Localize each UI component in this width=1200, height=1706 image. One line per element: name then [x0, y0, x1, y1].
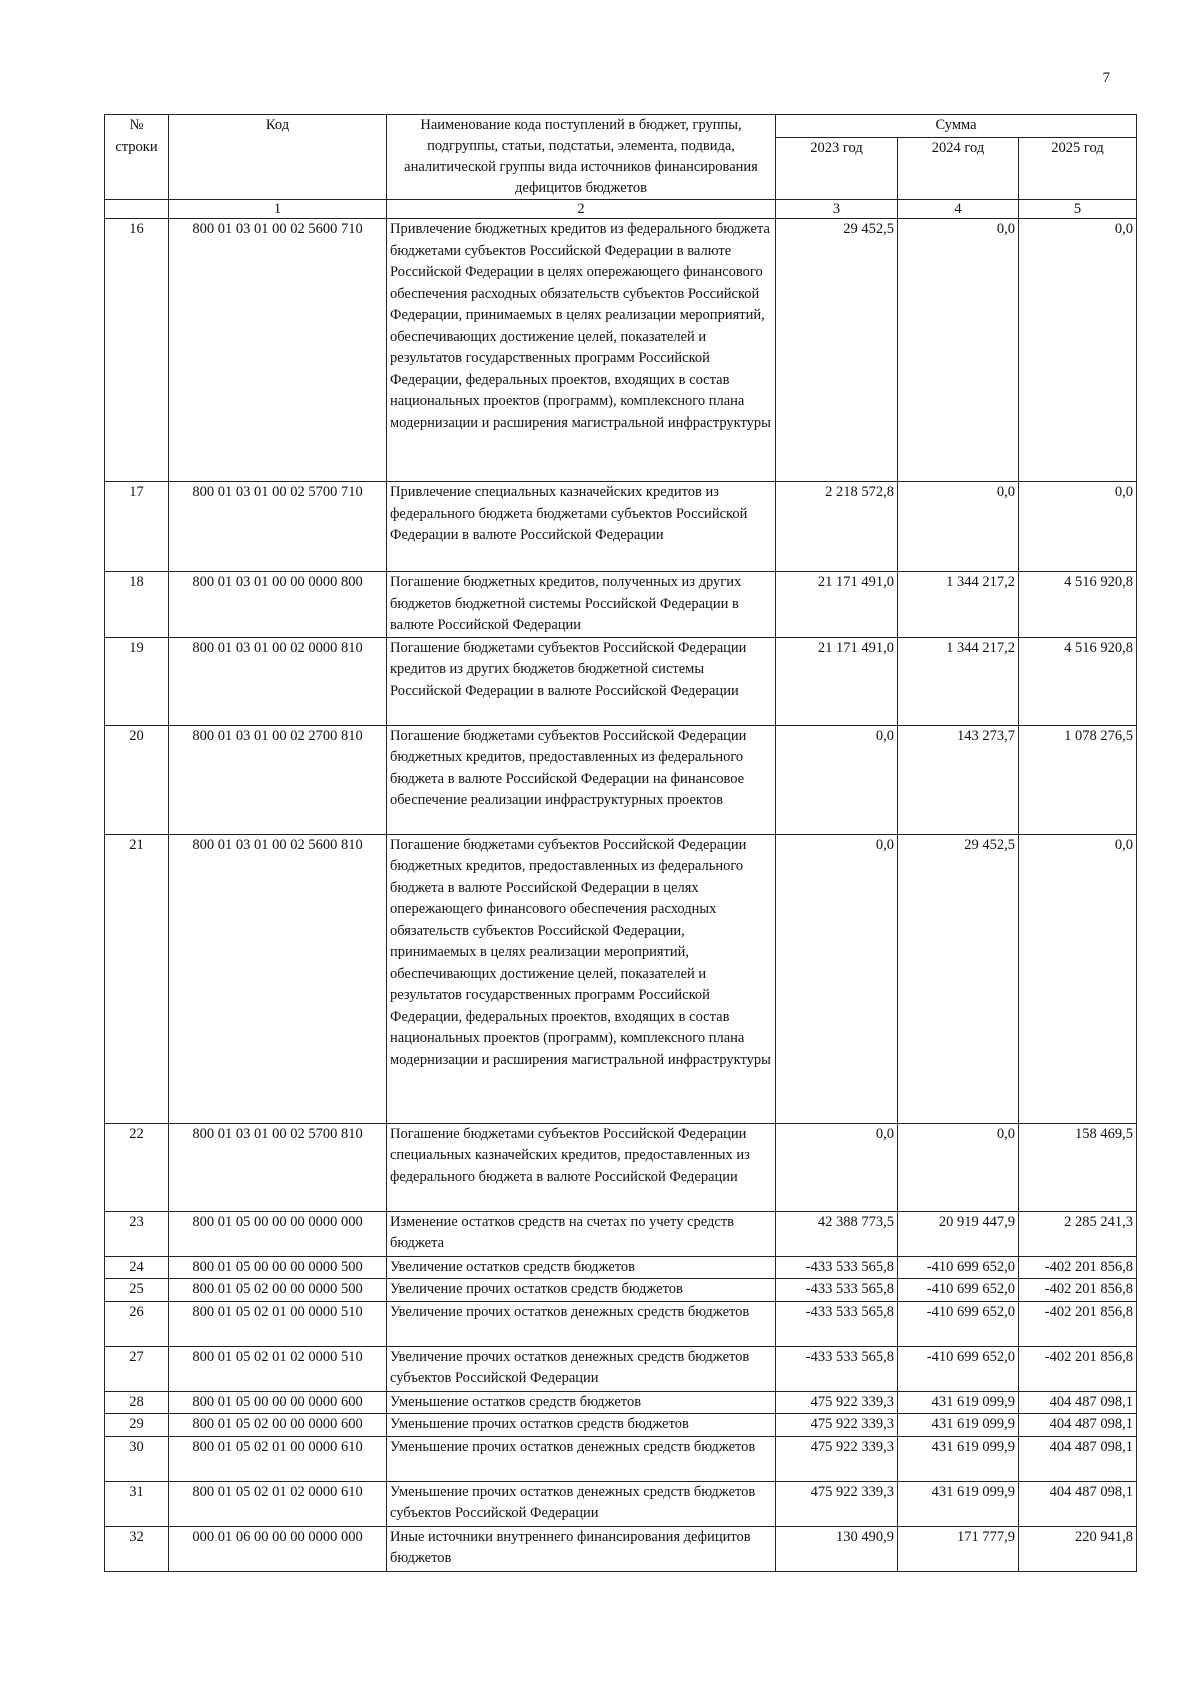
column-number-cell: 3 — [776, 200, 898, 219]
row-value-2023: 0,0 — [776, 1123, 898, 1211]
row-value-2025: -402 201 856,8 — [1019, 1256, 1137, 1279]
row-code: 800 01 05 02 01 00 0000 510 — [169, 1301, 387, 1346]
row-value-2024: 20 919 447,9 — [898, 1211, 1019, 1256]
table-row — [105, 1436, 1137, 1481]
row-name: Уменьшение прочих остатков денежных средств бюджетов субъектов Российской Федерации — [387, 1481, 776, 1526]
row-value-2025: 404 487 098,1 — [1019, 1436, 1137, 1481]
table-row — [105, 1526, 1137, 1571]
row-value-2024: 0,0 — [898, 1123, 1019, 1211]
row-number: 28 — [105, 1391, 169, 1414]
row-value-2023: 0,0 — [776, 725, 898, 834]
row-value-2025: 0,0 — [1019, 219, 1137, 482]
row-code: 800 01 03 01 00 02 0000 810 — [169, 637, 387, 725]
row-name: Иные источники внутреннего финансирования дефицитов бюджетов — [387, 1526, 776, 1571]
row-value-2023: 475 922 339,3 — [776, 1481, 898, 1526]
header-year-2025: 2025 год — [1019, 137, 1137, 199]
row-code: 800 01 03 01 00 02 2700 810 — [169, 725, 387, 834]
row-number: 25 — [105, 1279, 169, 1302]
row-number: 29 — [105, 1414, 169, 1437]
row-number: 26 — [105, 1301, 169, 1346]
row-name: Увеличение остатков средств бюджетов — [387, 1256, 776, 1279]
row-value-2025: 2 285 241,3 — [1019, 1211, 1137, 1256]
row-code: 800 01 03 01 00 02 5600 710 — [169, 219, 387, 482]
row-value-2025: 404 487 098,1 — [1019, 1481, 1137, 1526]
column-number-cell: 4 — [898, 200, 1019, 219]
row-code: 800 01 05 02 01 02 0000 610 — [169, 1481, 387, 1526]
header-year-2024: 2024 год — [898, 137, 1019, 199]
row-value-2024: 431 619 099,9 — [898, 1481, 1019, 1526]
table-row — [105, 1123, 1137, 1211]
row-code: 800 01 03 01 00 00 0000 800 — [169, 572, 387, 638]
table-row — [105, 572, 1137, 638]
column-number-cell: 1 — [169, 200, 387, 219]
row-number: 24 — [105, 1256, 169, 1279]
row-value-2024: 29 452,5 — [898, 834, 1019, 1123]
row-code: 800 01 03 01 00 02 5600 810 — [169, 834, 387, 1123]
table-row — [105, 1481, 1137, 1526]
row-value-2023: 475 922 339,3 — [776, 1391, 898, 1414]
table-row — [105, 1301, 1137, 1346]
row-code: 000 01 06 00 00 00 0000 000 — [169, 1526, 387, 1571]
row-value-2025: 0,0 — [1019, 834, 1137, 1123]
table-row — [105, 482, 1137, 572]
row-value-2025: 158 469,5 — [1019, 1123, 1137, 1211]
row-value-2024: 431 619 099,9 — [898, 1414, 1019, 1437]
row-value-2025: 0,0 — [1019, 482, 1137, 572]
table-row — [105, 1414, 1137, 1437]
row-code: 800 01 05 02 01 00 0000 610 — [169, 1436, 387, 1481]
row-value-2025: 4 516 920,8 — [1019, 572, 1137, 638]
row-value-2023: 42 388 773,5 — [776, 1211, 898, 1256]
row-value-2023: -433 533 565,8 — [776, 1346, 898, 1391]
row-name: Привлечение бюджетных кредитов из федерального бюджета бюджетами субъектов Российской Федерации в валюте Российской Федерации в целях опережающего финансового обеспечения расходных обязательств субъектов Российской Федерации, принимаемых в целях реализации мероприятий, обеспечивающих достижение целей, показателей и результатов государственных программ Российской Федерации, федеральных проектов, входящих в состав национальных проектов (программ), комплексного плана модернизации и расширения магистральной инфраструктуры — [387, 219, 776, 482]
row-code: 800 01 05 02 00 00 0000 500 — [169, 1279, 387, 1302]
table-row — [105, 834, 1137, 1123]
row-name: Увеличение прочих остатков средств бюджетов — [387, 1279, 776, 1302]
column-number-cell: 2 — [387, 200, 776, 219]
header-code: Код — [169, 115, 387, 200]
row-value-2023: 130 490,9 — [776, 1526, 898, 1571]
row-code: 800 01 05 00 00 00 0000 600 — [169, 1391, 387, 1414]
row-number: 19 — [105, 637, 169, 725]
row-value-2024: 1 344 217,2 — [898, 572, 1019, 638]
row-number: 20 — [105, 725, 169, 834]
row-value-2025: 220 941,8 — [1019, 1526, 1137, 1571]
row-code: 800 01 03 01 00 02 5700 710 — [169, 482, 387, 572]
row-name: Привлечение специальных казначейских кредитов из федерального бюджета бюджетами субъектов Российской Федерации в валюте Российской Федерации — [387, 482, 776, 572]
table-row — [105, 1391, 1137, 1414]
row-value-2023: 2 218 572,8 — [776, 482, 898, 572]
table-row — [105, 637, 1137, 725]
row-value-2025: 1 078 276,5 — [1019, 725, 1137, 834]
row-name: Уменьшение прочих остатков средств бюджетов — [387, 1414, 776, 1437]
table-row — [105, 725, 1137, 834]
row-value-2025: -402 201 856,8 — [1019, 1301, 1137, 1346]
row-name: Погашение бюджетных кредитов, полученных из других бюджетов бюджетной системы Российской Федерации в валюте Российской Федерации — [387, 572, 776, 638]
row-value-2024: -410 699 652,0 — [898, 1301, 1019, 1346]
row-value-2025: 404 487 098,1 — [1019, 1391, 1137, 1414]
row-value-2024: 143 273,7 — [898, 725, 1019, 834]
row-code: 800 01 03 01 00 02 5700 810 — [169, 1123, 387, 1211]
row-value-2024: 431 619 099,9 — [898, 1391, 1019, 1414]
row-number: 31 — [105, 1481, 169, 1526]
row-value-2024: -410 699 652,0 — [898, 1279, 1019, 1302]
row-number: 21 — [105, 834, 169, 1123]
row-value-2025: 4 516 920,8 — [1019, 637, 1137, 725]
header-year-2023: 2023 год — [776, 137, 898, 199]
row-value-2025: -402 201 856,8 — [1019, 1346, 1137, 1391]
header-row-number: № строки — [105, 115, 169, 200]
row-code: 800 01 05 00 00 00 0000 000 — [169, 1211, 387, 1256]
row-name: Изменение остатков средств на счетах по учету средств бюджета — [387, 1211, 776, 1256]
row-value-2023: 0,0 — [776, 834, 898, 1123]
row-value-2024: -410 699 652,0 — [898, 1346, 1019, 1391]
row-name: Погашение бюджетами субъектов Российской Федерации кредитов из других бюджетов бюджетной системы Российской Федерации в валюте Российской Федерации — [387, 637, 776, 725]
page-number: 7 — [1102, 70, 1110, 86]
row-value-2023: -433 533 565,8 — [776, 1301, 898, 1346]
row-name: Погашение бюджетами субъектов Российской Федерации бюджетных кредитов, предоставленных из федерального бюджета в валюте Российской Федерации в целях опережающего финансового обеспечения расходных обязательств субъектов Российской Федерации, принимаемых в целях реализации мероприятий, обеспечивающих достижение целей, показателей и результатов государственных программ Российской Федерации, федеральных проектов, входящих в состав национальных проектов (программ), комплексного плана модернизации и расширения магистральной инфраструктуры — [387, 834, 776, 1123]
row-value-2023: 21 171 491,0 — [776, 572, 898, 638]
row-name: Уменьшение остатков средств бюджетов — [387, 1391, 776, 1414]
row-number: 27 — [105, 1346, 169, 1391]
row-value-2024: 431 619 099,9 — [898, 1436, 1019, 1481]
row-number: 22 — [105, 1123, 169, 1211]
table-row — [105, 1279, 1137, 1302]
row-number: 18 — [105, 572, 169, 638]
row-value-2025: -402 201 856,8 — [1019, 1279, 1137, 1302]
row-number: 23 — [105, 1211, 169, 1256]
row-number: 32 — [105, 1526, 169, 1571]
header-sum: Сумма — [776, 115, 1137, 138]
row-name: Погашение бюджетами субъектов Российской Федерации бюджетных кредитов, предоставленных из федерального бюджета в валюте Российской Федерации на финансовое обеспечение реализации инфраструктурных проектов — [387, 725, 776, 834]
row-name: Погашение бюджетами субъектов Российской Федерации специальных казначейских кредитов, предоставленных из федерального бюджета в валюте Российской Федерации — [387, 1123, 776, 1211]
row-number: 30 — [105, 1436, 169, 1481]
row-value-2023: -433 533 565,8 — [776, 1279, 898, 1302]
row-code: 800 01 05 00 00 00 0000 500 — [169, 1256, 387, 1279]
column-number-row — [105, 200, 1137, 219]
column-number-cell — [105, 200, 169, 219]
table-header — [105, 115, 1137, 219]
header-name: Наименование кода поступлений в бюджет, группы, подгруппы, статьи, подстатьи, элемента, подвида, аналитической группы вида источников финансирования дефицитов бюджетов — [387, 115, 776, 200]
row-number: 16 — [105, 219, 169, 482]
table-row — [105, 1211, 1137, 1256]
table-body — [105, 219, 1137, 1572]
row-code: 800 01 05 02 00 00 0000 600 — [169, 1414, 387, 1437]
row-value-2023: 475 922 339,3 — [776, 1414, 898, 1437]
row-name: Уменьшение прочих остатков денежных средств бюджетов — [387, 1436, 776, 1481]
row-value-2023: -433 533 565,8 — [776, 1256, 898, 1279]
row-value-2024: 0,0 — [898, 482, 1019, 572]
column-number-cell: 5 — [1019, 200, 1137, 219]
row-name: Увеличение прочих остатков денежных средств бюджетов — [387, 1301, 776, 1346]
budget-sources-table — [104, 114, 1137, 1572]
row-value-2024: -410 699 652,0 — [898, 1256, 1019, 1279]
row-name: Увеличение прочих остатков денежных средств бюджетов субъектов Российской Федерации — [387, 1346, 776, 1391]
row-value-2024: 1 344 217,2 — [898, 637, 1019, 725]
row-value-2025: 404 487 098,1 — [1019, 1414, 1137, 1437]
row-value-2024: 0,0 — [898, 219, 1019, 482]
row-value-2023: 475 922 339,3 — [776, 1436, 898, 1481]
row-value-2024: 171 777,9 — [898, 1526, 1019, 1571]
row-value-2023: 29 452,5 — [776, 219, 898, 482]
row-value-2023: 21 171 491,0 — [776, 637, 898, 725]
row-number: 17 — [105, 482, 169, 572]
table-row — [105, 219, 1137, 482]
row-code: 800 01 05 02 01 02 0000 510 — [169, 1346, 387, 1391]
table-row — [105, 1346, 1137, 1391]
table-row — [105, 1256, 1137, 1279]
